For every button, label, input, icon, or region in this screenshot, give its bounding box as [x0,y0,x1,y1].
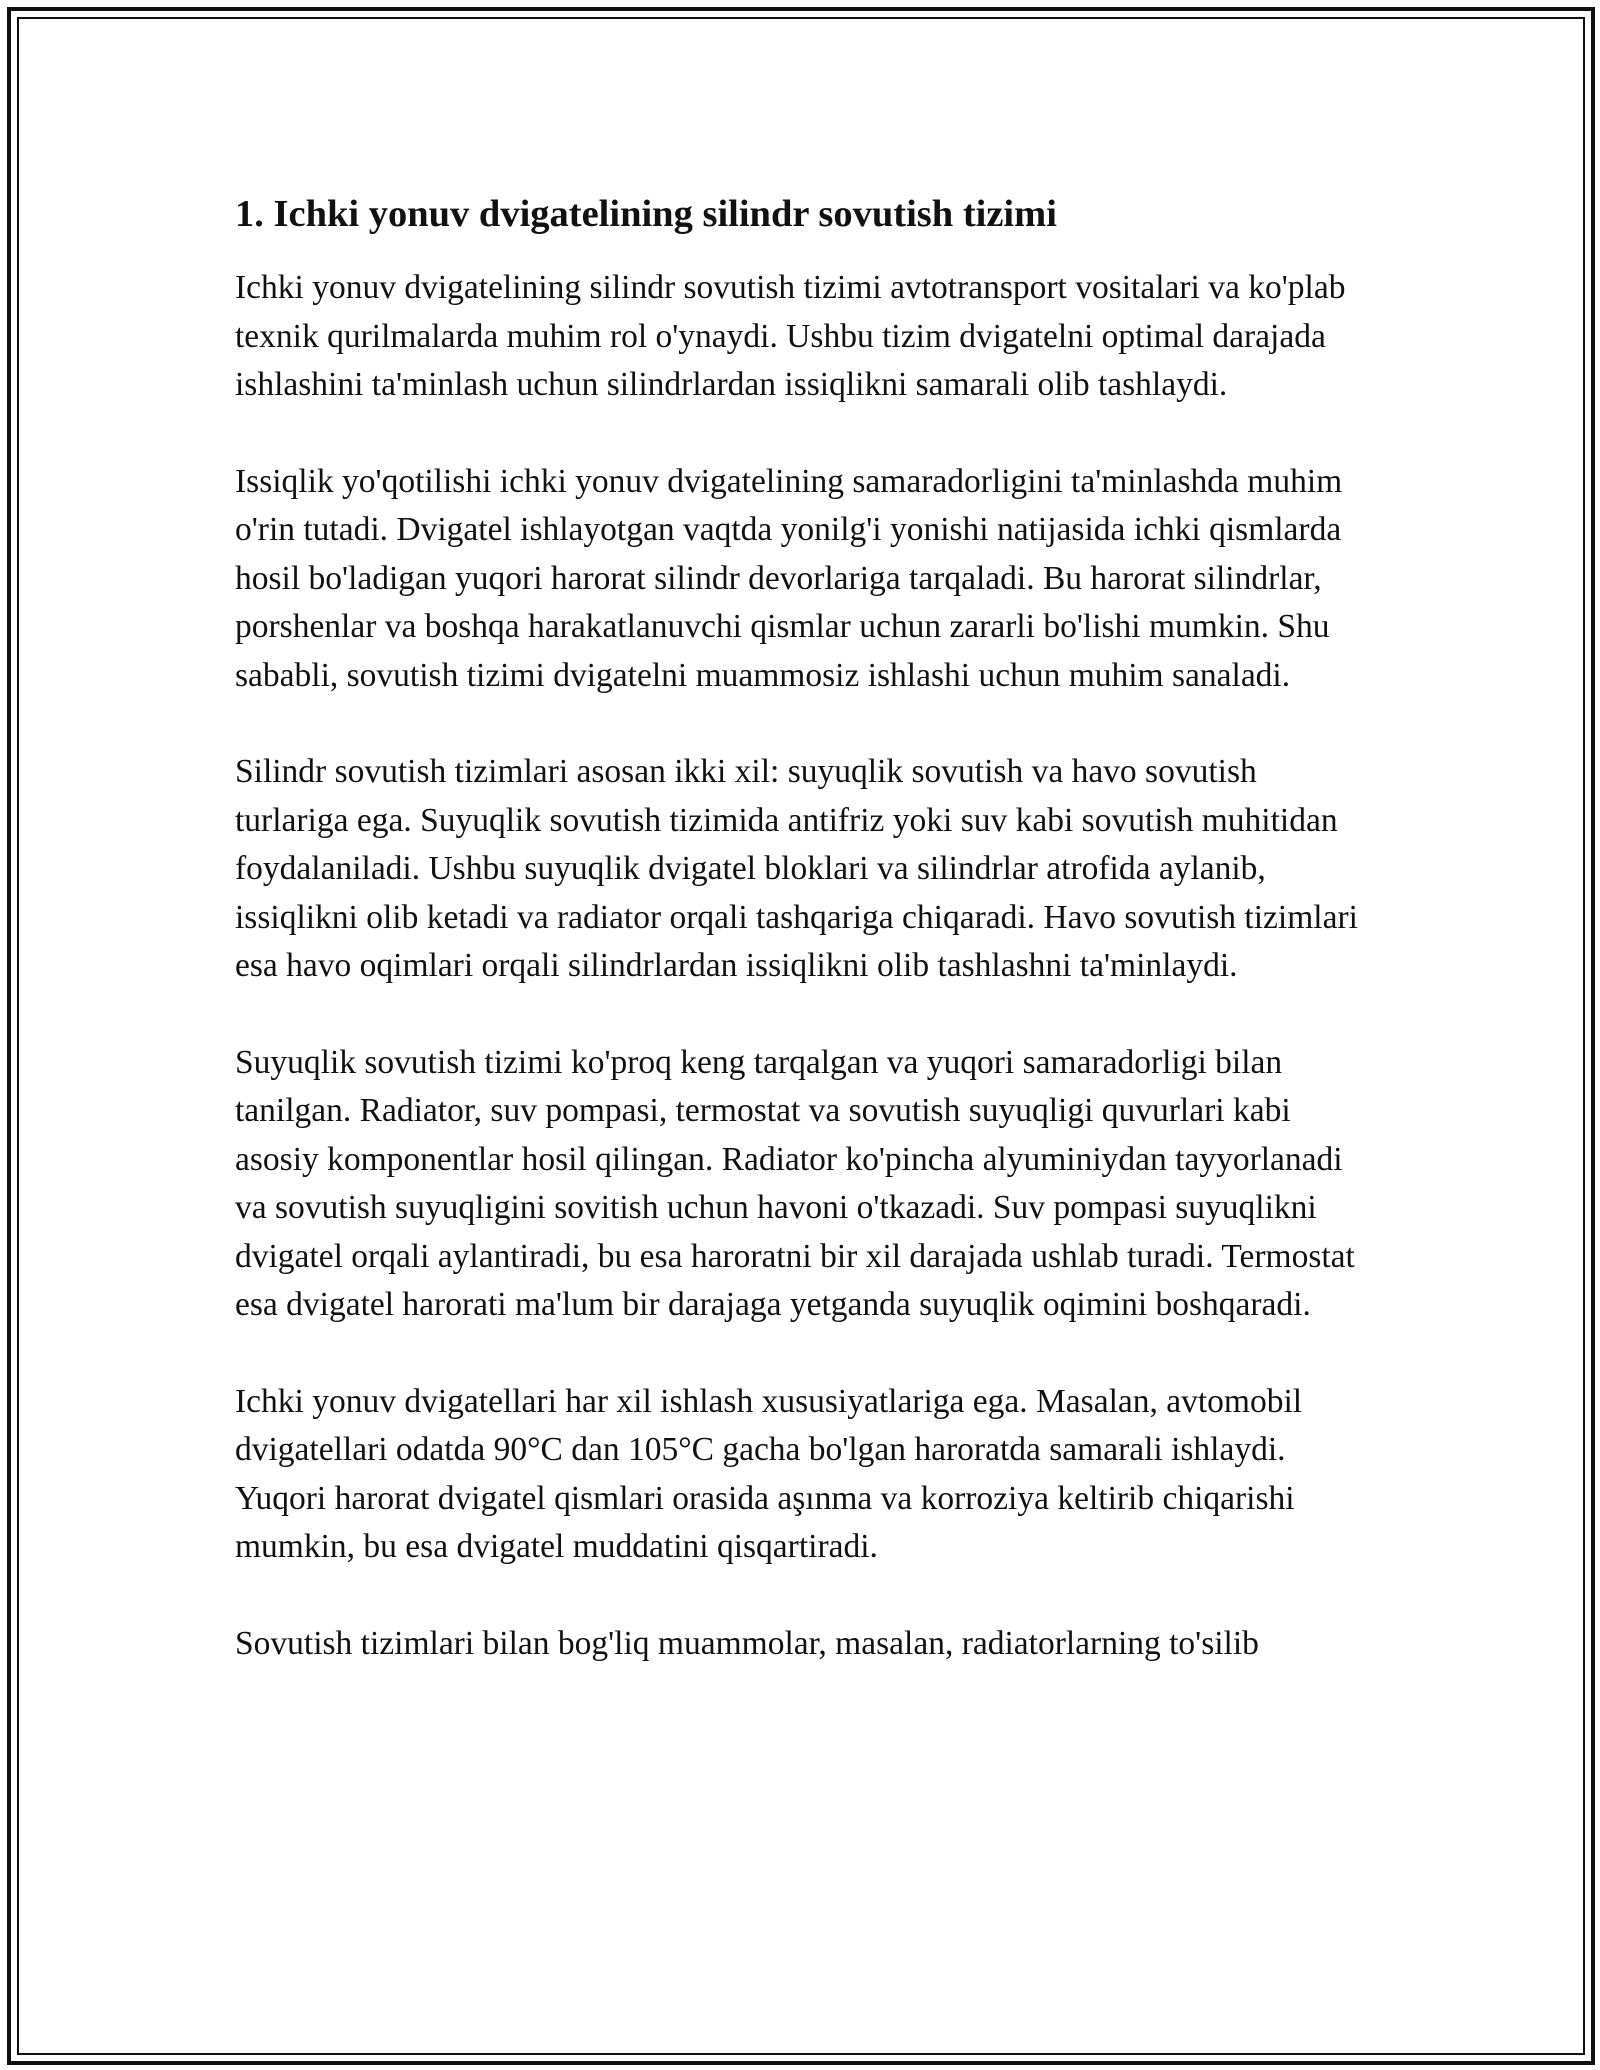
paragraph-5: Ichki yonuv dvigatellari har xil ishlash xususiyatlariga ega. Masalan, avtomobil dvigatellari odatda 90°C dan 105°C gacha bo'lgan haroratda samarali ishlaydi. Yuqori harorat dvigatel qismlari orasida aşınma va korroziya keltirib chiqarishi mumkin, bu esa dvigatel muddatini qisqartiradi. [235,1382,1303,1565]
document-body [235,190,1375,1716]
paragraph-4: Suyuqlik sovutish tizimi ko'proq keng tarqalgan va yuqori samaradorligi bilan tanilgan. Radiator, suv pompasi, termostat va sovutish suyuqligi quvurlari kabi asosiy komponentlar hosil qilingan. Radiator ko'pincha alyuminiydan tayyorlanadi va sovutish suyuqligini sovitish uchun havoni o'tkazadi. Suv pompasi suyuqlikni dvigatel orqali aylantiradi, bu esa haroratni bir xil darajada ushlab turadi. Termostat esa dvigatel harorati ma'lum bir darajaga yetganda suyuqlik oqimini boshqaradi. [235,1043,1355,1323]
section-heading: 1. Ichki yonuv dvigatelining silindr sovutish tizimi [235,193,1057,235]
paragraph-6: Sovutish tizimlari bilan bog'liq muammolar, masalan, radiatorlarning to'silib [235,1624,1259,1662]
paragraph-3: Silindr sovutish tizimlari asosan ikki xil: suyuqlik sovutish va havo sovutish turlariga ega. Suyuqlik sovutish tizimida antifriz yoki suv kabi sovutish muhitidan foydalaniladi. Ushbu suyuqlik dvigatel bloklari va silindrlar atrofida aylanib, issiqlikni olib ketadi va radiator orqali tashqariga chiqaradi. Havo sovutish tizimlari esa havo oqimlari orqali silindrlardan issiqlikni olib tashlashni ta'minlaydi. [235,753,1358,984]
paragraph-2: Issiqlik yo'qotilishi ichki yonuv dvigatelining samaradorligini ta'minlashda muhim o'rin tutadi. Dvigatel ishlayotgan vaqtda yonilg'i yonishi natijasida ichki qismlarda hosil bo'ladigan yuqori harorat silindr devorlariga tarqaladi. Bu harorat silindrlar, porshenlar va boshqa harakatlanuvchi qismlar uchun zararli bo'lishi mumkin. Shu sababli, sovutish tizimi dvigatelni muammosiz ishlashi uchun muhim sanaladi. [235,462,1343,694]
paragraph-1: Ichki yonuv dvigatelining silindr sovutish tizimi avtotransport vositalari va ko'plab texnik qurilmalarda muhim rol o'ynaydi. Ushbu tizim dvigatelni optimal darajada ishlashini ta'minlash uchun silindrlardan issiqlikni samarali olib tashlaydi. [235,269,1346,403]
